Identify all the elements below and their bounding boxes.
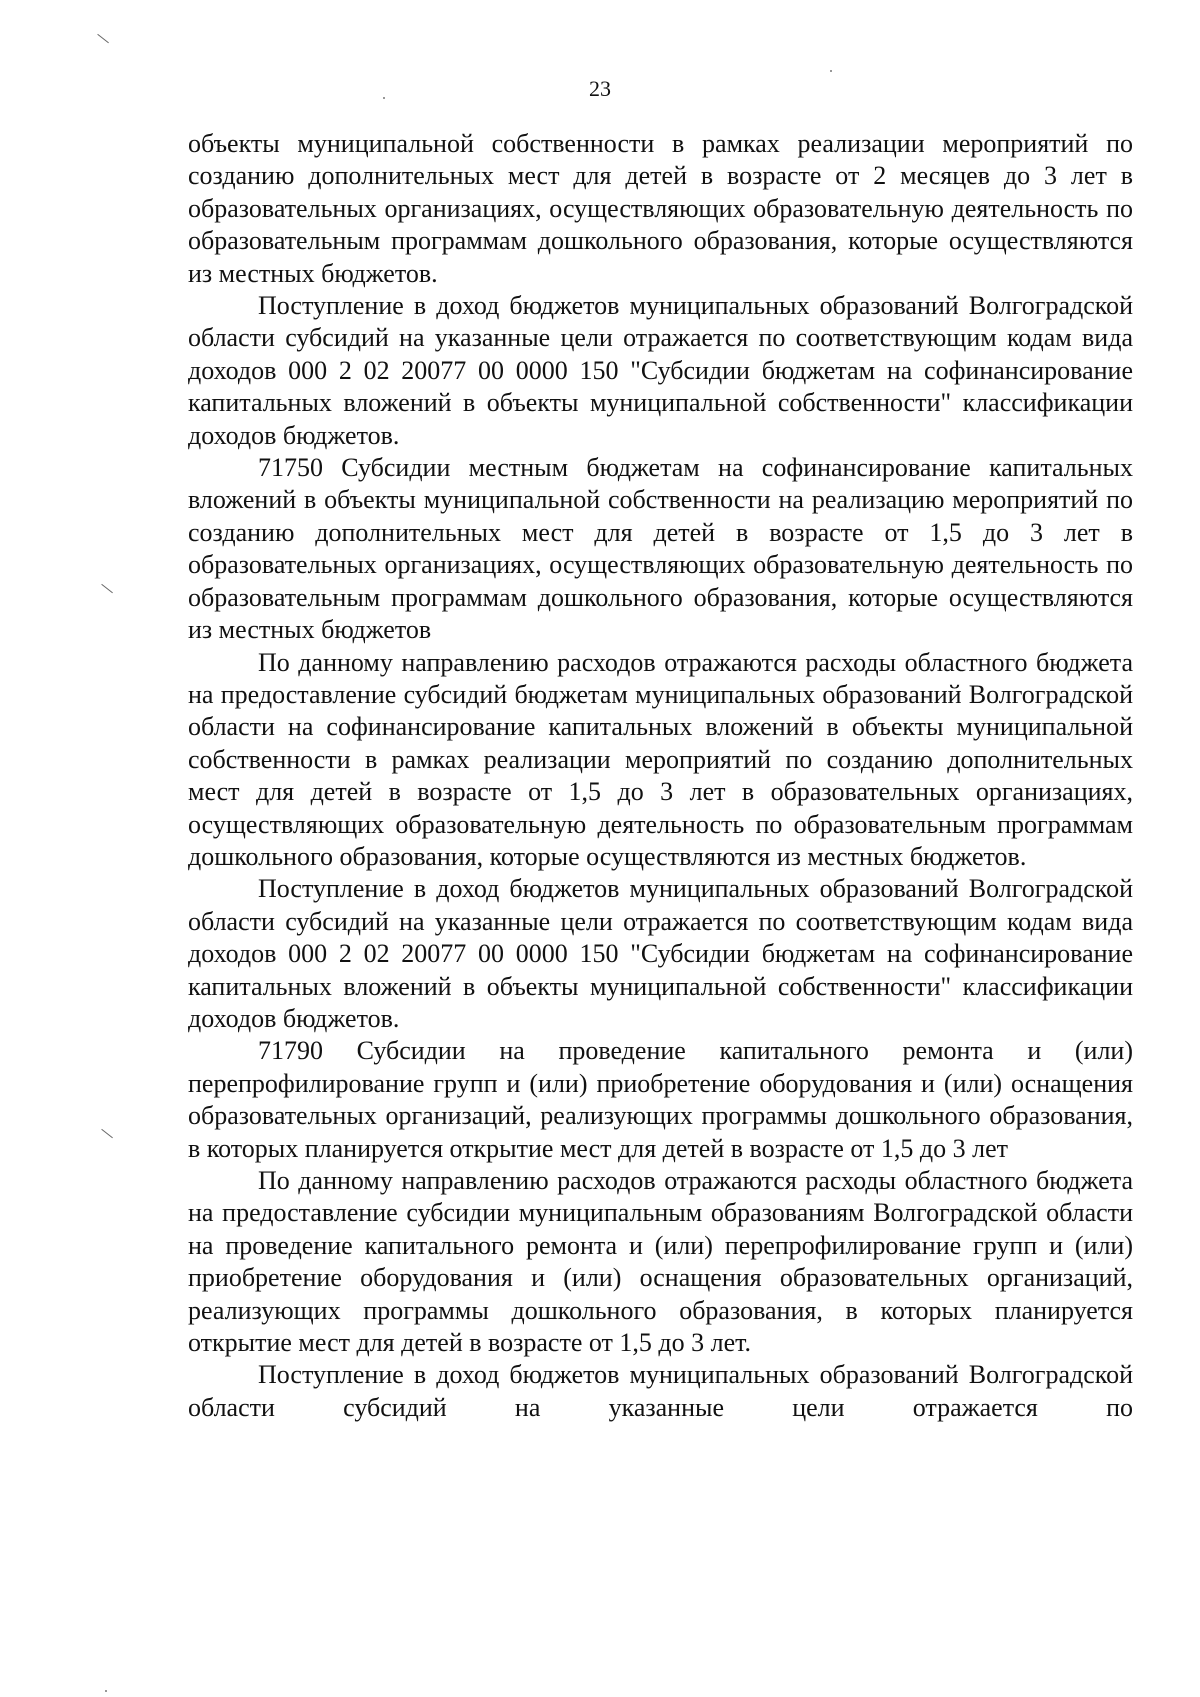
paragraph: Поступление в доход бюджетов муниципальных образований Волгоградской области субсидий на указанные цели отражается по соответствующим кодам вида доходов 000 2 02 20077 00 0000 150 "Субсидии бюджетам на софинансирование капитальных вложений в объекты муниципальной собственности" классификации доходов бюджетов. [188,874,1133,1033]
scan-dot [105,1690,107,1692]
paragraph: По данному направлению расходов отражаются расходы областного бюджета на предоставление субсидий бюджетам муниципальных образований Волгоградской области на софинансирование капитальных вложений в объекты муниципальной собственности в рамках реализации мероприятий по созданию дополнительных мест для детей в возрасте от 1,5 до 3 лет в образовательных организациях, осуществляющих образовательную деятельность по образовательным программам дошкольного образования, которые осуществляются из местных бюджетов. [188,647,1133,871]
body-text [188,128,1133,1424]
paragraph: 71750 Субсидии местным бюджетам на софинансирование капитальных вложений в объекты муниципальной собственности на реализацию мероприятий по созданию дополнительных мест для детей в возрасте от 1,5 до 3 лет в образовательных организациях, осуществляющих образовательную деятельность по образовательным программам дошкольного образования, которые осуществляются из местных бюджетов [188,453,1133,645]
paragraph: 71790 Субсидии на проведение капитального ремонта и (или) перепрофилирование групп и (или) приобретение оборудования и (или) оснащения образовательных организаций, реализующих программы дошкольного образования, в которых планируется открытие мест для детей в возрасте от 1,5 до 3 лет [188,1036,1133,1163]
paragraph: По данному направлению расходов отражаются расходы областного бюджета на предоставление субсидии муниципальным образованиям Волгоградской области на проведение капитального ремонта и (или) перепрофилирование групп и (или) приобретение оборудования и (или) оснащения образовательных организаций, реализующих программы дошкольного образования, в которых планируется открытие мест для детей в возрасте от 1,5 до 3 лет. [188,1166,1133,1358]
scan-mark [97,34,109,44]
page-number: 23 [589,76,611,101]
paragraph: объекты муниципальной собственности в рамках реализации мероприятий по созданию дополнительных мест для детей в возрасте от 2 месяцев до 3 лет в образовательных организациях, осуществляющих образовательную деятельность по образовательным программам дошкольного образования, которые осуществляются из местных бюджетов. [188,129,1133,288]
paragraph: Поступление в доход бюджетов муниципальных образований Волгоградской области субсидий на указанные цели отражается по соответствующим кодам вида доходов 000 2 02 20077 00 0000 150 "Субсидии бюджетам на софинансирование капитальных вложений в объекты муниципальной собственности" классификации доходов бюджетов. [188,291,1133,450]
paragraph: Поступление в доход бюджетов муниципальных образований Волгоградской области субсидий на указанные цели отражается по [188,1360,1133,1422]
scan-mark [101,584,113,594]
scan-dot [830,70,832,72]
scan-mark [101,1129,113,1139]
